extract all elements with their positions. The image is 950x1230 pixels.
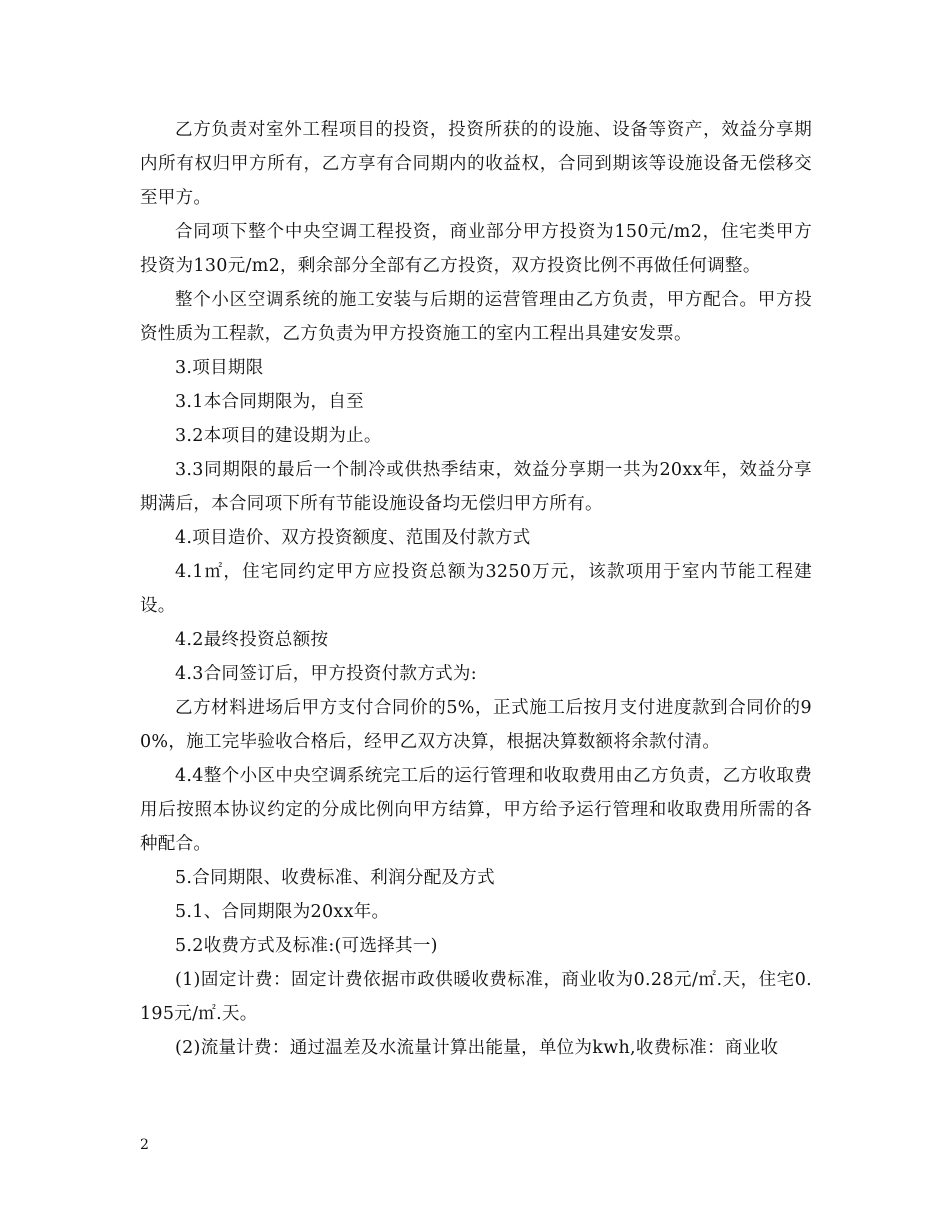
paragraph: 5.2收费方式及标准:(可选择其一) <box>175 936 438 956</box>
paragraph: 合同项下整个中央空调工程投资，商业部分甲方投资为150元/m2，住宅类甲方投资为130元/m2，剩余部分全部有乙方投资，双方投资比例不再做任何调整。 <box>140 222 812 276</box>
paragraph: 4.2最终投资总额按 <box>175 630 329 650</box>
paragraph: 乙方负责对室外工程项目的投资，投资所获的的设施、设备等资产，效益分享期内所有权归甲方所有，乙方享有合同期内的收益权，合同到期该等设施设备无偿移交至甲方。 <box>140 120 812 208</box>
paragraph: 4.3合同签订后，甲方投资付款方式为: <box>175 664 477 684</box>
section-heading-3: 3.项目期限 <box>175 358 264 378</box>
document-body <box>140 113 812 1065</box>
paragraph: 4.1㎡，住宅同约定甲方应投资总额为3250万元，该款项用于室内节能工程建设。 <box>140 562 812 616</box>
paragraph: 4.4整个小区中央空调系统完工后的运行管理和收取费用由乙方负责，乙方收取费用后按照本协议约定的分成比例向甲方结算，甲方给予运行管理和收取费用所需的各种配合。 <box>140 766 812 854</box>
paragraph: (1)固定计费：固定计费依据市政供暖收费标准，商业收为0.28元/㎡.天，住宅0.195元/㎡.天。 <box>140 970 812 1024</box>
paragraph: 5.1、合同期限为20xx年。 <box>175 902 390 922</box>
paragraph: 3.1本合同期限为，自至 <box>175 392 364 412</box>
paragraph: 乙方材料进场后甲方支付合同价的5%，正式施工后按月支付进度款到合同价的90%，施工完毕验收合格后，经甲乙双方决算，根据决算数额将余款付清。 <box>140 698 812 752</box>
paragraph: 3.3同期限的最后一个制冷或供热季结束，效益分享期一共为20xx年，效益分享期满后，本合同项下所有节能设施设备均无偿归甲方所有。 <box>140 460 812 514</box>
section-heading-4: 4.项目造价、双方投资额度、范围及付款方式 <box>175 528 531 548</box>
paragraph: 整个小区空调系统的施工安装与后期的运营管理由乙方负责，甲方配合。甲方投资性质为工程款，乙方负责为甲方投资施工的室内工程出具建安发票。 <box>140 290 812 344</box>
section-heading-5: 5.合同期限、收费标准、利润分配及方式 <box>175 868 495 888</box>
paragraph: (2)流量计费：通过温差及水流量计算出能量，单位为kwh,收费标准：商业收 <box>175 1038 779 1058</box>
page-number: 2 <box>140 1137 149 1153</box>
paragraph: 3.2本项目的建设期为止。 <box>175 426 382 446</box>
